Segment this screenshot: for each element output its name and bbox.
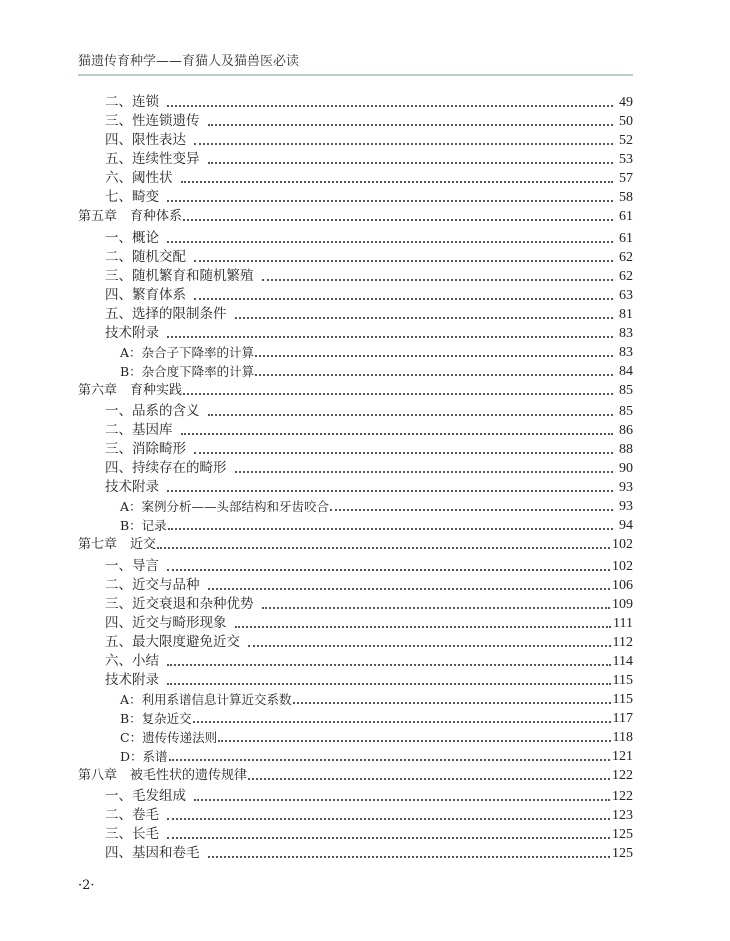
dot-leader	[248, 645, 611, 647]
toc-entry-title: 第六章 育种实践	[78, 382, 183, 398]
toc-entry-section[interactable]	[78, 130, 633, 149]
toc-entry-section[interactable]	[78, 843, 633, 862]
toc-entry-title: 一、概论	[105, 229, 159, 246]
toc-entry-page: 123	[612, 808, 633, 823]
dot-leader	[167, 837, 610, 839]
toc-entry-page: 83	[619, 344, 633, 360]
toc-entry-page: 50	[619, 114, 633, 129]
toc-entry-title: 三、长毛	[105, 826, 159, 842]
toc-entry-title: 四、近交与畸形现象	[105, 614, 227, 631]
dot-leader	[262, 607, 611, 609]
toc-entry-title: A：利用系谱信息计算近交系数	[120, 691, 292, 707]
toc-entry-title: 四、限性表达	[105, 132, 186, 148]
toc-entry-page: 102	[612, 558, 633, 574]
toc-entry-section[interactable]	[78, 228, 633, 247]
toc-entry-title: 五、连续性变异	[105, 151, 200, 167]
toc-entry-title: A：案例分析——头部结构和牙齿咬合	[120, 499, 330, 514]
toc-entry-section[interactable]	[78, 111, 633, 130]
toc-entry-sub[interactable]	[78, 708, 633, 727]
dot-leader	[193, 721, 611, 723]
toc-entry-page: 111	[613, 615, 633, 631]
dot-leader	[208, 414, 614, 416]
toc-entry-title: 二、连锁	[105, 94, 159, 110]
toc-entry-chapter[interactable]	[78, 765, 633, 784]
running-header: 猫遗传育种学——育猫人及猫兽医必读	[78, 54, 300, 69]
dot-leader	[194, 260, 613, 262]
toc-entry-sub[interactable]	[78, 361, 633, 380]
toc-entry-page: 61	[619, 230, 633, 246]
toc-entry-page: 94	[619, 518, 633, 533]
toc-entry-section[interactable]	[78, 168, 633, 187]
toc-entry-title: 三、近交衰退和杂种优势	[105, 595, 254, 612]
toc-entry-page: 109	[612, 596, 633, 612]
toc-entry-section[interactable]	[78, 824, 633, 843]
toc-entry-title: 四、基因和卷毛	[105, 845, 200, 861]
toc-entry-title: 第八章 被毛性状的遗传规律	[78, 767, 248, 783]
toc-entry-page: 114	[612, 653, 633, 669]
toc-entry-title: D：系谱	[120, 748, 168, 764]
dot-leader	[167, 200, 613, 202]
toc-entry-page: 61	[619, 209, 633, 224]
dot-leader	[194, 298, 613, 300]
dot-leader	[255, 355, 613, 357]
dot-leader	[208, 588, 611, 590]
toc-entry-page: 62	[619, 249, 633, 265]
toc-entry-title: B：记录	[120, 518, 167, 533]
toc-entry-section[interactable]	[78, 632, 633, 651]
dot-leader	[169, 759, 610, 761]
toc-entry-page: 52	[619, 133, 633, 148]
toc-entry-page: 81	[619, 306, 633, 322]
toc-entry-page: 62	[619, 268, 633, 284]
toc-entry-page: 83	[619, 325, 633, 341]
dot-leader	[293, 702, 611, 704]
toc-entry-title: 三、随机繁育和随机繁殖	[105, 267, 254, 284]
toc-entry-page: 112	[612, 634, 633, 650]
dot-leader	[235, 317, 614, 319]
toc-entry-section[interactable]	[78, 285, 633, 304]
toc-entry-section[interactable]	[78, 247, 633, 266]
toc-entry-title: 一、品系的含义	[105, 403, 200, 419]
toc-entry-title: 二、基因库	[105, 422, 173, 438]
toc-entry-title: 七、畸变	[105, 189, 159, 205]
dot-leader	[208, 162, 614, 164]
toc-entry-page: 90	[619, 461, 633, 476]
toc-entry-title: 六、小结	[105, 652, 159, 669]
toc-entry-section[interactable]	[78, 805, 633, 824]
toc-entry-section[interactable]	[78, 266, 633, 285]
toc-entry-section[interactable]	[78, 92, 633, 111]
toc-entry-section[interactable]	[78, 556, 633, 575]
toc-entry-title: 二、随机交配	[105, 248, 186, 265]
toc-entry-title: 一、毛发组成	[105, 788, 186, 804]
dot-leader	[235, 471, 614, 473]
toc-entry-page: 118	[612, 729, 633, 745]
toc-entry-page: 86	[619, 423, 633, 438]
dot-leader	[218, 740, 610, 742]
toc-entry-title: 五、选择的限制条件	[105, 305, 227, 322]
toc-entry-title: 第五章 育种体系	[78, 209, 183, 224]
dot-leader	[168, 528, 613, 530]
toc-entry-section[interactable]	[78, 670, 633, 689]
dot-leader	[167, 683, 611, 685]
toc-entry-title: B：杂合度下降率的计算	[120, 363, 255, 379]
toc-entry-sub[interactable]	[78, 746, 633, 765]
toc-entry-title: 四、繁育体系	[105, 286, 186, 303]
dot-leader	[181, 433, 614, 435]
toc-entry-title: A：杂合子下降率的计算	[120, 344, 255, 360]
toc-entry-title: C：遗传传递法则	[120, 729, 218, 745]
toc-entry-page: 106	[612, 577, 633, 593]
toc-entry-section[interactable]	[78, 786, 633, 805]
toc-entry-page: 49	[619, 95, 633, 110]
toc-entry-chapter[interactable]	[78, 380, 633, 399]
dot-leader	[194, 143, 613, 145]
dot-leader	[167, 818, 610, 820]
toc-entry-page: 122	[612, 789, 633, 804]
toc-entry-section[interactable]	[78, 420, 633, 439]
toc-entry-page: 117	[612, 710, 633, 726]
toc-entry-page: 84	[619, 363, 633, 379]
toc-entry-title: 一、导言	[105, 557, 159, 574]
toc-entry-page: 115	[612, 672, 633, 688]
dot-leader	[194, 452, 613, 454]
toc-entry-title: 三、消除畸形	[105, 441, 186, 457]
toc-entry-title: 技术附录	[105, 324, 159, 341]
toc-entry-section[interactable]	[78, 651, 633, 670]
toc-entry-sub[interactable]	[78, 342, 633, 361]
toc-entry-section[interactable]	[78, 439, 633, 458]
dot-leader	[167, 241, 613, 243]
toc-entry-page: 85	[619, 404, 633, 419]
toc-entry-section[interactable]	[78, 187, 633, 206]
toc-entry-title: 技术附录	[105, 479, 159, 495]
toc-entry-sub[interactable]	[78, 496, 633, 515]
toc-entry-section[interactable]	[78, 401, 633, 420]
dot-leader	[167, 569, 610, 571]
toc-entry-section[interactable]	[78, 613, 633, 632]
dot-leader	[248, 778, 610, 780]
header-rule	[78, 74, 633, 76]
toc-entry-section[interactable]	[78, 304, 633, 323]
toc-entry-sub[interactable]	[78, 727, 633, 746]
toc-entry-page: 63	[619, 287, 633, 303]
toc-entry-chapter[interactable]	[78, 206, 633, 225]
toc-entry-page: 125	[612, 827, 633, 842]
dot-leader	[167, 336, 613, 338]
toc-entry-title: 第七章 近交	[78, 537, 157, 552]
dot-leader	[330, 509, 613, 511]
toc-entry-title: 技术附录	[105, 671, 159, 688]
toc-entry-title: 四、持续存在的畸形	[105, 460, 227, 476]
toc-entry-page: 115	[612, 691, 633, 707]
toc-entry-title: 二、近交与品种	[105, 576, 200, 593]
toc-entry-page: 121	[612, 748, 633, 764]
dot-leader	[235, 626, 612, 628]
dot-leader	[208, 856, 611, 858]
toc-entry-page: 93	[619, 480, 633, 495]
dot-leader	[262, 279, 614, 281]
toc-entry-sub[interactable]	[78, 515, 633, 534]
toc-entry-chapter[interactable]	[78, 534, 633, 553]
table-of-contents	[78, 92, 633, 862]
dot-leader	[167, 664, 611, 666]
toc-entry-page: 102	[612, 537, 633, 552]
toc-entry-page: 88	[619, 442, 633, 457]
toc-entry-page: 58	[619, 190, 633, 205]
toc-entry-section[interactable]	[78, 323, 633, 342]
dot-leader	[194, 799, 610, 801]
toc-entry-section[interactable]	[78, 477, 633, 496]
toc-entry-section[interactable]	[78, 458, 633, 477]
toc-entry-section[interactable]	[78, 575, 633, 594]
toc-entry-title: 二、卷毛	[105, 807, 159, 823]
dot-leader	[167, 490, 613, 492]
toc-entry-title: B：复杂近交	[120, 710, 192, 726]
toc-entry-page: 85	[619, 382, 633, 398]
dot-leader	[157, 547, 610, 549]
toc-entry-title: 三、性连锁遗传	[105, 113, 200, 129]
toc-entry-page: 122	[612, 767, 633, 783]
toc-entry-section[interactable]	[78, 594, 633, 613]
dot-leader	[183, 219, 613, 221]
page-number: ·2·	[78, 878, 95, 893]
toc-entry-sub[interactable]	[78, 689, 633, 708]
dot-leader	[167, 105, 613, 107]
toc-entry-page: 125	[612, 846, 633, 861]
toc-entry-page: 93	[619, 499, 633, 514]
dot-leader	[255, 374, 613, 376]
toc-entry-page: 53	[619, 152, 633, 167]
toc-entry-section[interactable]	[78, 149, 633, 168]
dot-leader	[181, 181, 614, 183]
dot-leader	[183, 393, 613, 395]
dot-leader	[208, 124, 614, 126]
toc-entry-page: 57	[619, 171, 633, 186]
toc-entry-title: 六、阈性状	[105, 170, 173, 186]
toc-entry-title: 五、最大限度避免近交	[105, 633, 240, 650]
